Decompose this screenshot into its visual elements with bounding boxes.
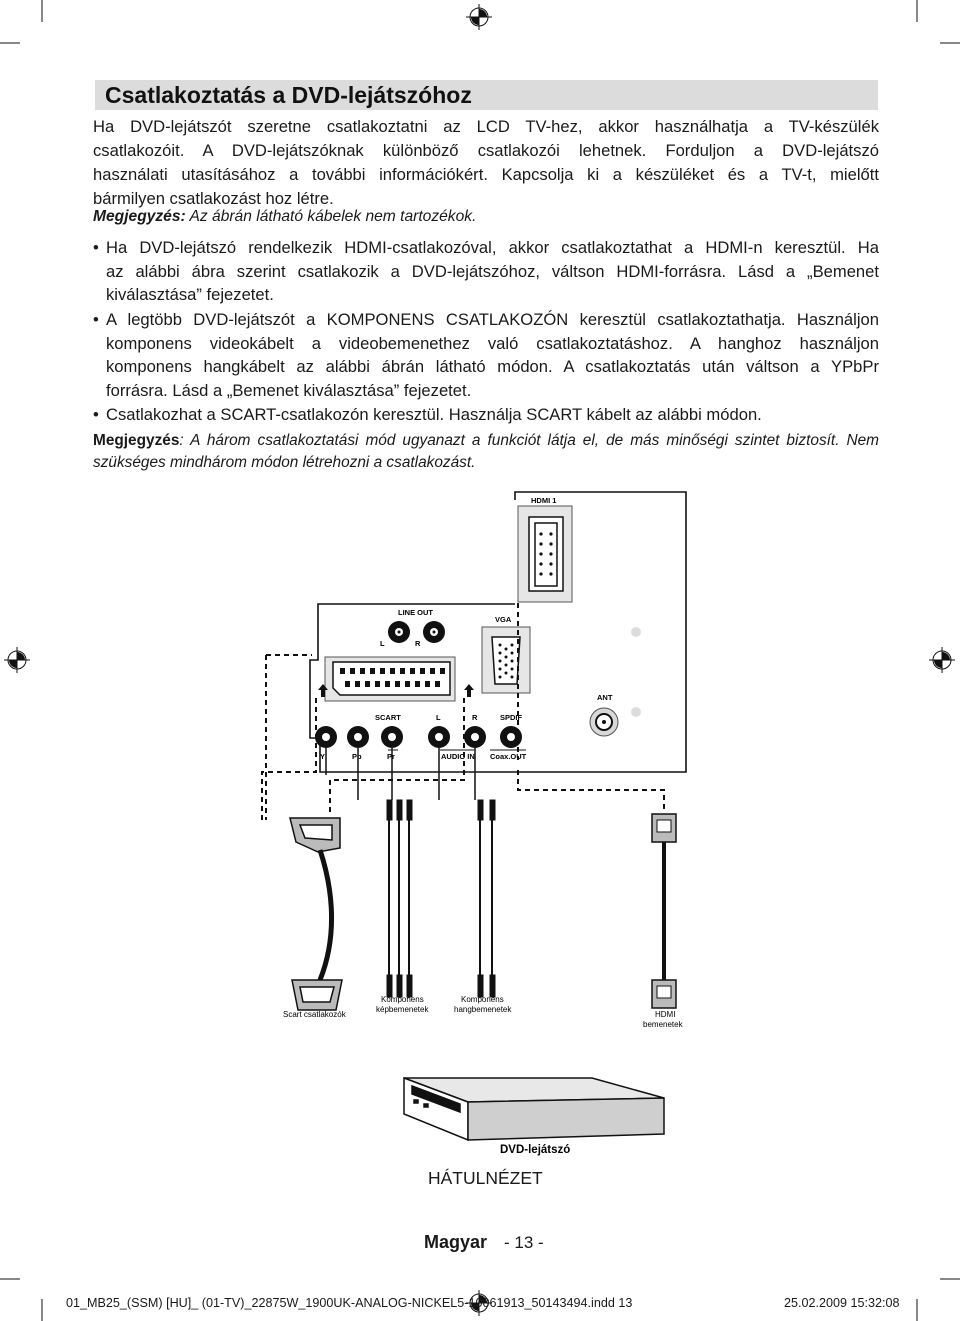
section-title: Csatlakoztatás a DVD-lejátszóhoz xyxy=(105,82,472,108)
rca-jack-icon xyxy=(381,726,403,748)
bullet-dot: • xyxy=(93,310,99,329)
note-quality xyxy=(93,430,879,474)
hdmi-cable-label: HDMI xyxy=(655,1010,676,1019)
rca-jack-icon xyxy=(347,726,369,748)
intro-line: csatlakozóit. A DVD-lejátszóknak különböző csatlakozói lehetnek. Forduljon a DVD-lejátszó xyxy=(93,141,879,160)
bullet-dot: • xyxy=(93,405,99,424)
page-number: - 13 - xyxy=(504,1233,544,1252)
antenna-port-icon xyxy=(590,708,618,736)
line-out-l-label: L xyxy=(380,639,385,648)
hdmi-cable-label: bemenetek xyxy=(643,1020,683,1029)
rca-jack-icon xyxy=(464,726,486,748)
scart-cable-label: Scart csatlakozók xyxy=(283,1010,346,1019)
hdmi-port-label: HDMI 1 xyxy=(531,496,557,505)
rca-jack-icon xyxy=(423,621,445,643)
bullet-component xyxy=(93,308,879,402)
line-out-r-label: R xyxy=(415,639,421,648)
bullet-dot: • xyxy=(93,238,99,257)
view-title: HÁTULNÉZET xyxy=(428,1168,543,1188)
spdif-label: SPDIF xyxy=(500,713,523,722)
scart-cable-icon xyxy=(290,818,342,1010)
bullet-line: A legtöbb DVD-lejátszót a KOMPONENS CSATLAKOZÓN keresztül csatlakoztathatja. Használjon xyxy=(106,310,879,329)
ant-label: ANT xyxy=(597,693,613,702)
note-cable xyxy=(93,208,476,226)
pr-label: Pr xyxy=(387,752,395,761)
intro-line: bármilyen csatlakozást hoz létre. xyxy=(93,189,334,208)
pb-label: Pb xyxy=(352,752,362,761)
line-out-label: LINE OUT xyxy=(398,608,433,617)
coax-out-label: Coax.OUT xyxy=(490,752,527,761)
dvd-player-icon xyxy=(404,1078,664,1140)
bullet-line: forrásra. Lásd a „Bemenet kiválasztása” fejezetet. xyxy=(106,380,472,400)
component-video-cable-icon xyxy=(387,800,412,997)
hdmi-cable-icon xyxy=(652,814,676,1008)
dvd-player-label: DVD-lejátszó xyxy=(500,1144,571,1156)
intro-paragraph xyxy=(93,115,879,211)
scart-label: SCART xyxy=(375,713,401,722)
rca-jack-icon xyxy=(315,726,337,748)
component-video-label: Komponens xyxy=(381,995,424,1004)
page-language: Magyar xyxy=(424,1232,488,1252)
intro-line: használati utasításához a további információkért. Kapcsolja ki a készüléket és a TV-t, mielőtt xyxy=(93,165,879,184)
component-audio-label: Komponens xyxy=(461,995,504,1004)
rca-jack-icon xyxy=(388,621,410,643)
bullet-line: komponens hangkábelt az alábbi ábrán látható módon. A csatlakoztatás után váltson a YPbPr xyxy=(106,357,879,376)
note-text: szükséges mindhárom módon létrehozni a csatlakozást. xyxy=(93,454,476,471)
note-label: Megjegyzés xyxy=(93,432,180,449)
bullet-line: Ha DVD-lejátszó rendelkezik HDMI-csatlakozóval, akkor csatlakoztathat a HDMI-n keresztül. Ha xyxy=(106,238,879,257)
component-audio-cable-icon xyxy=(478,800,495,997)
footer-timestamp: 25.02.2009 15:32:08 xyxy=(784,1296,900,1310)
component-audio-label: hangbemenetek xyxy=(454,1005,512,1014)
vga-port-icon xyxy=(482,627,530,693)
audio-in-label: AUDIO IN xyxy=(441,752,475,761)
note-label: Megjegyzés: xyxy=(93,208,186,225)
bullet-hdmi xyxy=(93,236,879,307)
footer-filename: 01_MB25_(SSM) [HU]_ (01-TV)_22875W_1900UK-ANALOG-NICKEL5-10061913_50143494.indd 13 xyxy=(66,1296,633,1310)
vga-label: VGA xyxy=(495,615,512,624)
y-label: Y xyxy=(320,752,326,761)
component-video-label: képbemenetek xyxy=(376,1005,429,1014)
hdmi-port-icon xyxy=(518,506,572,602)
note-text: Az ábrán látható kábelek nem tartozékok. xyxy=(185,208,477,225)
bullet-scart xyxy=(93,403,879,427)
bullet-line: komponens videokábelt a videobemenethez való csatlakoztatáshoz. A hanghoz használjon xyxy=(106,333,879,353)
connection-diagram xyxy=(250,490,700,1170)
scart-port-icon xyxy=(325,657,455,701)
bullet-line: Csatlakozhat a SCART-csatlakozón keresztül. Használja SCART kábelt az alábbi módon. xyxy=(106,405,762,424)
audio-r-label: R xyxy=(472,713,478,722)
bullet-line: kiválasztása” fejezetet. xyxy=(106,285,274,304)
intro-line: Ha DVD-lejátszót szeretne csatlakoztatni az LCD TV-hez, akkor használhatja a TV-készülék xyxy=(93,117,879,136)
audio-l-label: L xyxy=(436,713,441,722)
note-text: : A három csatlakoztatási mód ugyanazt a funkciót látja el, de más minőségi szintet biztosít. Nem xyxy=(179,432,879,449)
bullet-line: az alábbi ábra szerint csatlakozik a DVD-lejátszóhoz, váltson HDMI-forrásra. Lásd a „Bemenet xyxy=(106,261,879,281)
rca-jack-icon xyxy=(428,726,450,748)
